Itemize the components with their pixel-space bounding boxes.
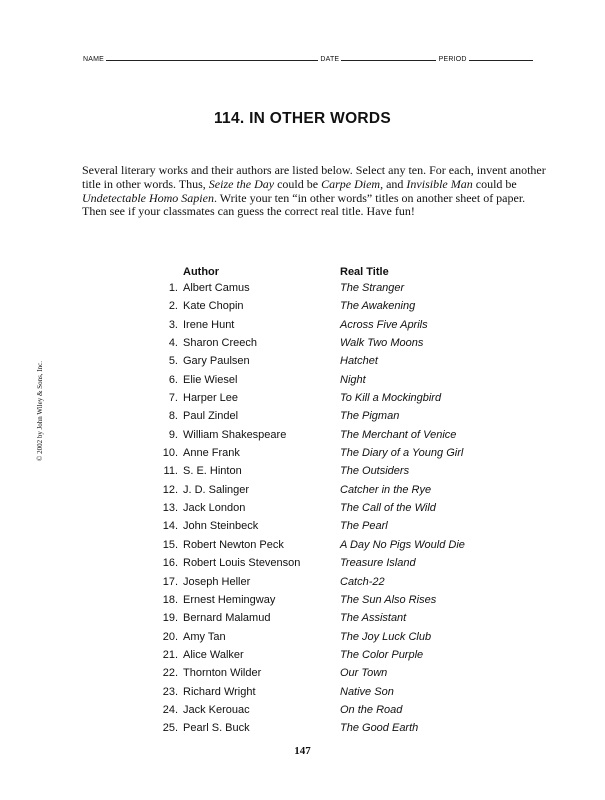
row-number: 23. [162,685,178,698]
row-author: Bernard Malamud [183,612,271,625]
row-number: 2. [168,300,178,313]
table-row [150,297,510,315]
row-author: William Shakespeare [183,428,287,441]
row-number: 14. [162,520,178,533]
period-field[interactable] [469,54,533,61]
example-title: Invisible Man [406,176,473,191]
row-number: 13. [162,502,178,515]
table-row [150,517,510,535]
table-row [150,352,510,370]
table-row [150,609,510,627]
row-number: 17. [162,575,178,588]
row-number: 15. [162,538,178,551]
author-column-header: Author [183,266,220,278]
row-real-title: Treasure Island [340,557,416,570]
row-real-title: The Pigman [340,410,400,423]
row-author: Kate Chopin [183,300,244,313]
table-row [150,701,510,719]
table-row [150,536,510,554]
table-header [150,265,510,279]
row-author: Alice Walker [183,648,244,661]
row-author: Robert Louis Stevenson [183,557,301,570]
row-number: 25. [162,722,178,735]
row-number: 19. [162,612,178,625]
copyright-notice: © 2002 by John Wiley & Sons, Inc. [36,361,44,461]
row-number: 11. [163,465,178,478]
example-title: Seize the Day [208,176,275,191]
row-author: Richard Wright [183,685,256,698]
row-number: 16. [162,557,178,570]
row-real-title: The Color Purple [340,648,424,661]
row-real-title: The Outsiders [340,465,410,478]
table-row [150,426,510,444]
row-number: 1. [168,282,178,294]
row-author: Paul Zindel [183,410,239,423]
row-author: Jack London [183,502,246,515]
date-label: DATE [320,56,340,63]
table-row [150,462,510,480]
row-author: Albert Camus [183,282,250,294]
row-number: 18. [162,593,178,606]
row-real-title: A Day No Pigs Would Die [340,538,465,551]
row-real-title: The Joy Luck Club [340,630,432,643]
table-row [150,664,510,682]
table-row [150,554,510,572]
row-author: Gary Paulsen [183,355,250,368]
row-number: 21. [162,648,178,661]
table-row [150,646,510,664]
page-number: 147 [294,745,311,757]
row-real-title: Hatchet [340,355,378,368]
table-row [150,334,510,352]
title-column-header: Real Title [340,266,389,278]
row-author: Irene Hunt [183,318,235,331]
row-number: 10. [162,447,178,460]
example-title: Undetectable Homo Sapien [82,190,214,205]
row-real-title: Across Five Aprils [340,318,428,331]
row-author: Ernest Hemingway [183,593,276,606]
row-author: Robert Newton Peck [183,538,284,551]
row-real-title: The Diary of a Young Girl [340,447,464,460]
row-real-title: The Good Earth [340,722,419,735]
row-author: Anne Frank [183,447,240,460]
table-row [150,407,510,425]
row-author: Elie Wiesel [183,373,238,386]
row-number: 22. [162,667,178,680]
row-author: John Steinbeck [183,520,259,533]
row-real-title: The Call of the Wild [340,502,436,515]
row-author: S. E. Hinton [183,465,242,478]
row-real-title: The Pearl [340,520,388,533]
row-number: 3. [168,318,178,331]
table-row [150,573,510,591]
row-number: 20. [162,630,178,643]
example-title: Carpe Diem [321,176,381,191]
row-number: 5. [168,355,178,368]
table-row [150,628,510,646]
table-row [150,719,510,737]
table-row [150,591,510,609]
row-author: Amy Tan [183,630,226,643]
table-row [150,683,510,701]
row-author: Sharon Creech [183,337,257,350]
row-number: 7. [168,392,178,405]
table-row [150,371,510,389]
row-author: Joseph Heller [183,575,251,588]
row-real-title: The Awakening [340,300,416,313]
row-real-title: The Assistant [340,612,407,625]
row-number: 24. [162,703,178,716]
row-number: 8. [168,410,178,423]
table-body [150,279,510,738]
row-real-title: The Sun Also Rises [340,593,437,606]
table-row [150,444,510,462]
row-real-title: The Stranger [340,282,405,294]
table-row [150,499,510,517]
row-author: Pearl S. Buck [183,722,250,735]
row-real-title: To Kill a Mockingbird [340,392,442,405]
table-row [150,279,510,297]
row-author: J. D. Salinger [183,483,250,496]
row-real-title: Catch-22 [340,575,385,588]
instructions-paragraph: Several literary works and their authors are listed below. Select any ten. For each, invent another title in other words. Thus, Seize the Day could be Carpe Diem, and Invisible Man could be Undetectable Homo Sapien. Write your ten “in other words” titles on another sheet of paper. Then see if your classmates can guess the correct real title. Have fun! [82,163,546,219]
worksheet-header [83,54,548,63]
table-row [150,316,510,334]
row-number: 6. [168,373,178,386]
row-author: Thornton Wilder [183,667,262,680]
table-row [150,389,510,407]
row-real-title: Night [340,373,366,386]
name-label: NAME [83,56,105,63]
page-title: 114. IN OTHER WORDS [213,110,392,127]
row-number: 9. [168,428,178,441]
table-row [150,481,510,499]
row-number: 12. [162,483,178,496]
name-field[interactable] [106,54,318,61]
row-real-title: Walk Two Moons [340,337,424,350]
row-real-title: The Merchant of Venice [340,428,457,441]
row-author: Harper Lee [183,392,239,405]
row-real-title: Catcher in the Rye [340,483,432,496]
period-label: PERIOD [438,56,467,63]
date-field[interactable] [341,54,436,61]
works-table [150,265,510,738]
row-real-title: On the Road [340,703,403,716]
row-number: 4. [168,337,178,350]
row-author: Jack Kerouac [183,703,250,716]
row-real-title: Our Town [340,667,388,680]
row-real-title: Native Son [340,685,394,698]
